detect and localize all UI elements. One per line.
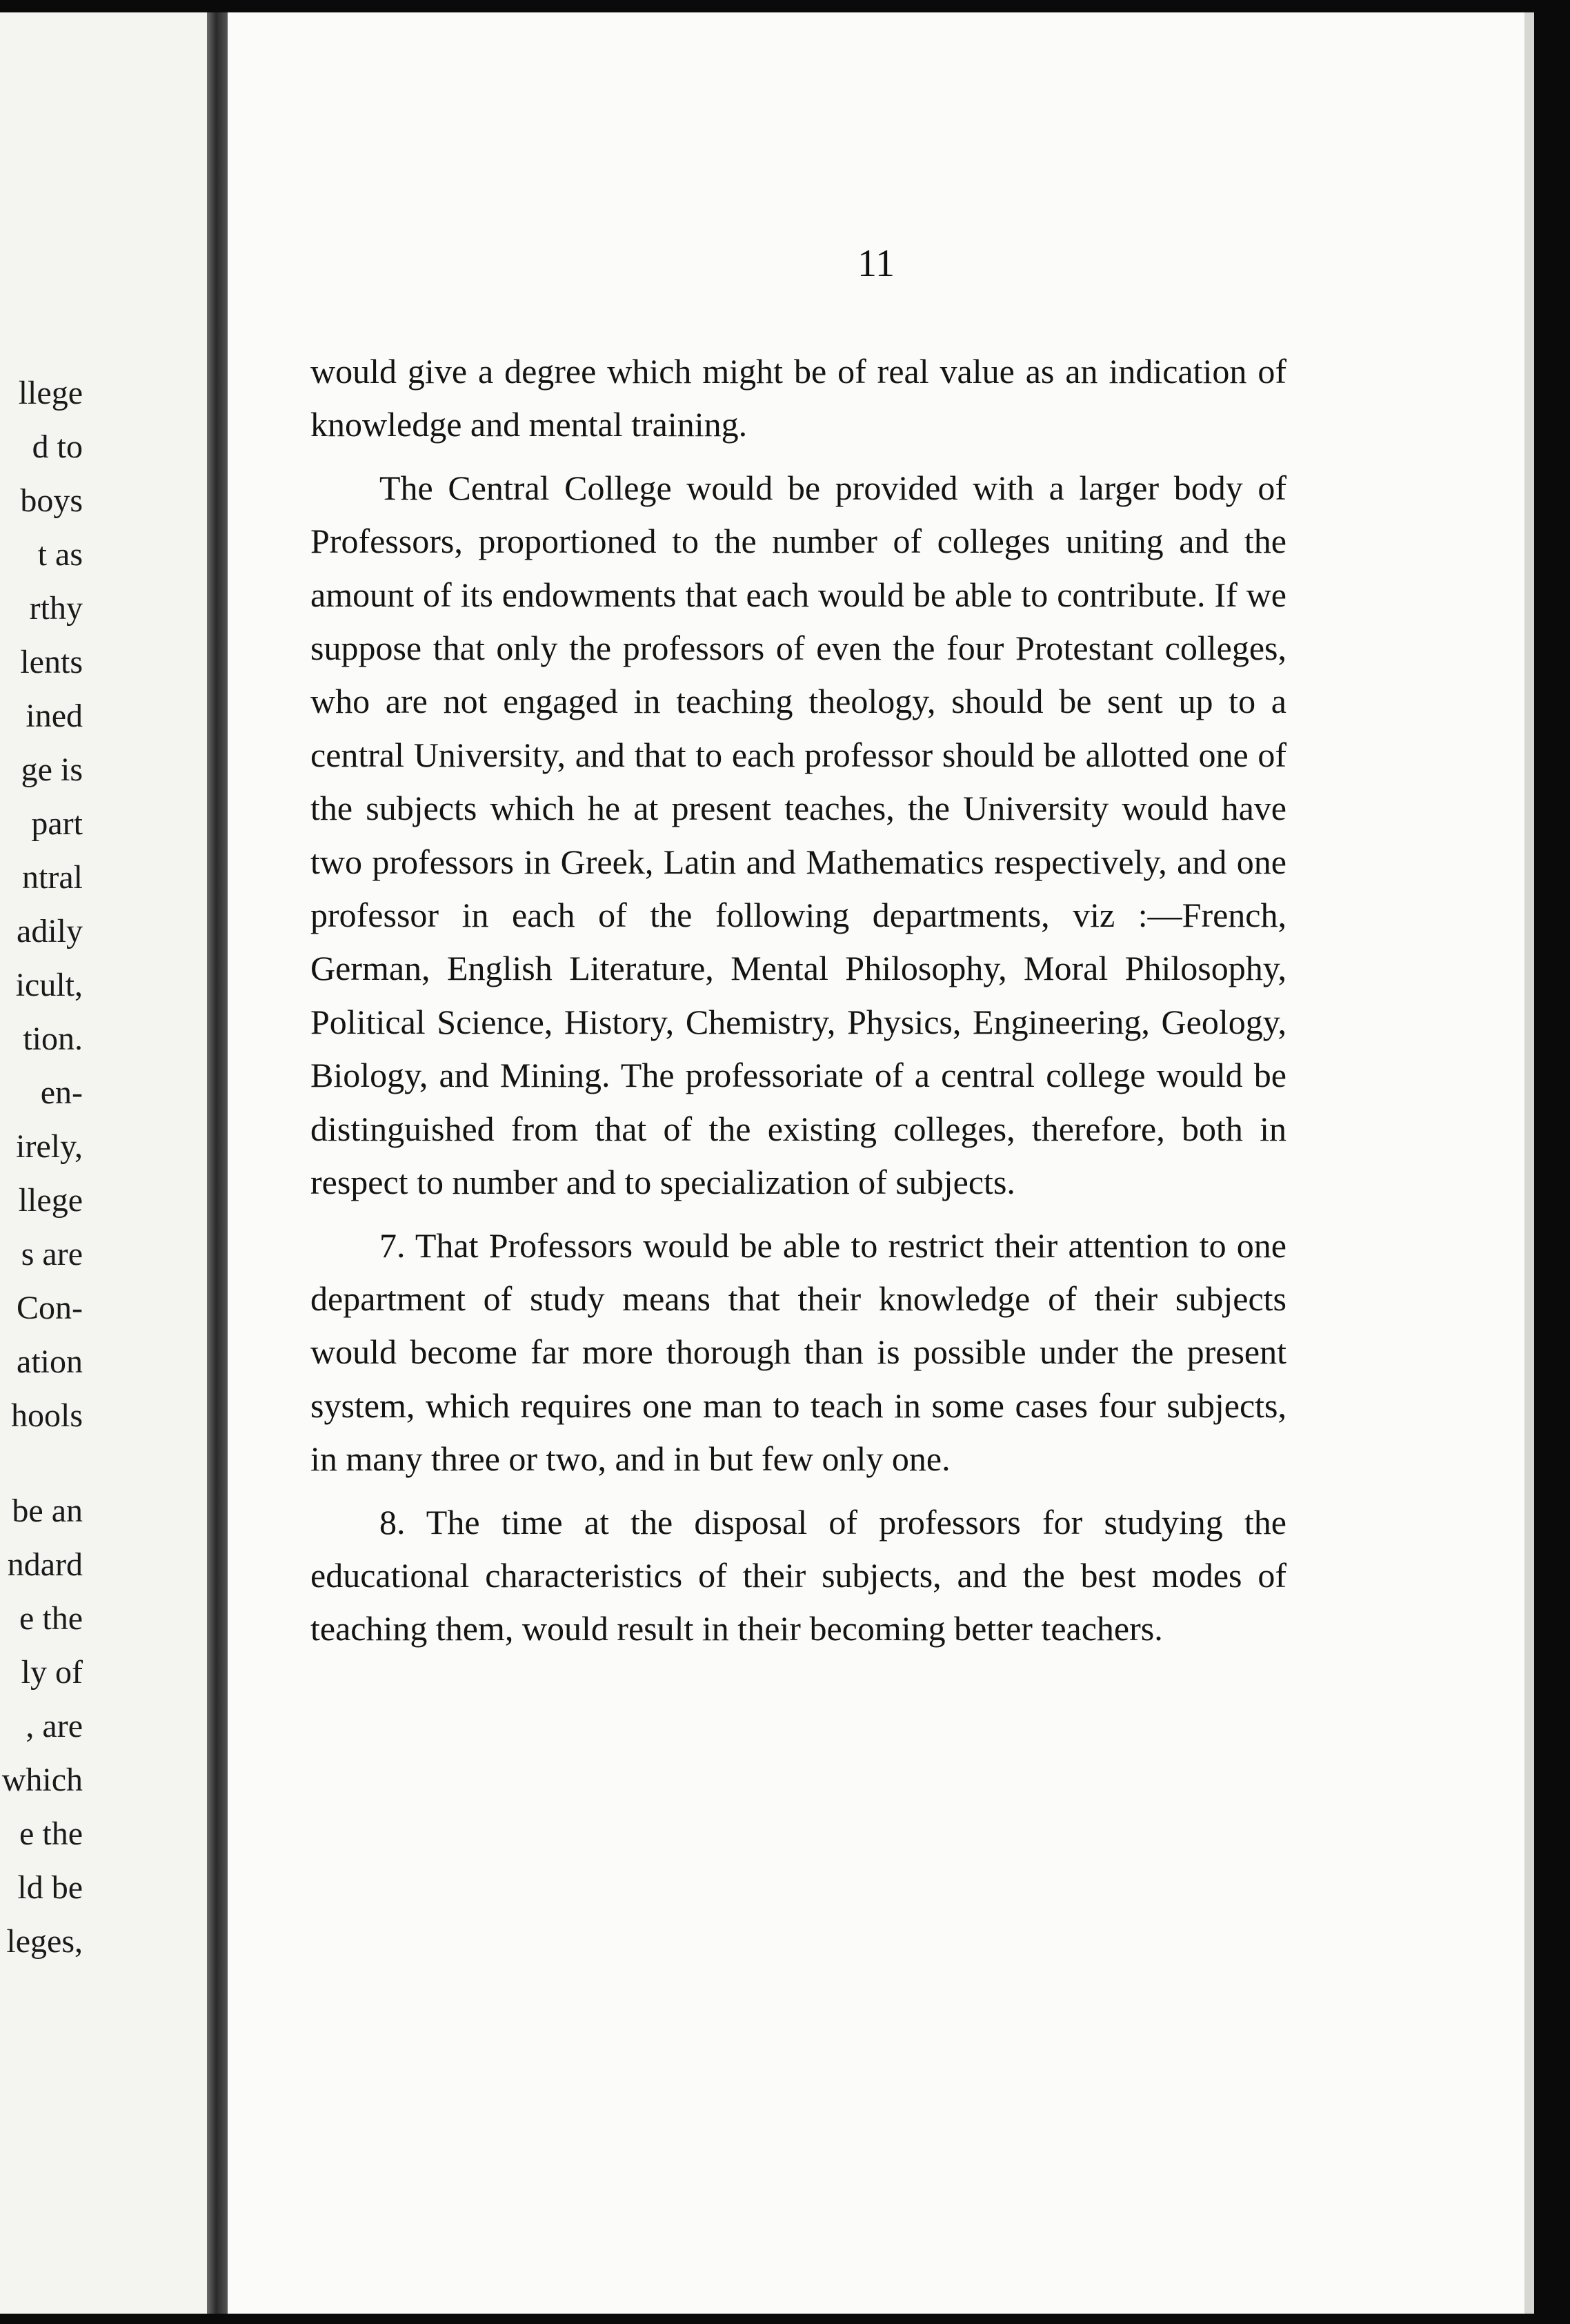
left-line: ined [26, 698, 83, 734]
left-line: rthy [29, 590, 83, 627]
left-page-text-fragment [0, 366, 83, 1969]
left-line: lents [20, 644, 83, 680]
left-line: tion. [23, 1021, 83, 1057]
page-body [310, 345, 1286, 1656]
left-line: t as [37, 536, 83, 573]
left-facing-page [0, 12, 207, 2314]
left-line: be an [12, 1493, 83, 1529]
left-line: ntral [22, 859, 83, 896]
left-line: which [1, 1762, 83, 1798]
left-line: s are [21, 1236, 83, 1272]
left-line: , are [26, 1708, 83, 1744]
left-line: ld be [17, 1869, 83, 1906]
left-line: llege [18, 1182, 83, 1219]
left-line: en- [40, 1074, 83, 1111]
paragraph-item-7: 7. That Professors would be able to restrict their attention to one department of study means that their knowledge of their subjects would become far more thorough than is possible under the present system, which requires one man to teach in some cases four subjects, in many three or two, and in but few only one. [310, 1225, 1286, 1479]
left-line: e the [19, 1815, 83, 1852]
left-line: ation [17, 1343, 83, 1380]
left-line: icult, [15, 967, 83, 1003]
right-page [228, 12, 1524, 2314]
left-line: Con- [17, 1290, 83, 1326]
left-line: boys [20, 482, 83, 519]
left-line: leges, [6, 1923, 83, 1960]
left-line: e the [19, 1600, 83, 1637]
page-number: 11 [857, 242, 895, 285]
paragraph-item-8: 8. The time at the disposal of professors for studying the educational characteristics of their subjects, and the best modes of teaching them, would result in their becoming better teachers. [310, 1502, 1286, 1648]
page-edge [1524, 12, 1534, 2314]
left-line: part [31, 805, 83, 842]
paragraph: would give a degree which might be of real value as an indication of knowledge and mental training. [310, 352, 1286, 444]
paragraph: The Central College would be provided with a larger body of Professors, proportioned to the number of colleges uniting and the amount of its endowments that each would be able to contribute. If we suppose that only the professors of even the four Protestant colleges, who are not engaged in teaching theology, should be sent up to a central University, and that to each professor should be allotted one of the subjects which he at present teaches, the University would have two professors in Greek, Latin and Mathematics respectively, and one professor in each of the following departments, viz :—French, German, English Literature, Mental Philosophy, Moral Philosophy, Political Science, History, Chemistry, Physics, Engineering, Geology, Biology, and Mining. The professoriate of a central college would be distinguished from that of the existing colleges, therefore, both in respect to number and to specialization of subjects. [310, 468, 1286, 1202]
left-line: d to [32, 429, 83, 465]
left-line: ly of [21, 1654, 83, 1691]
left-line: ge is [21, 751, 83, 788]
left-line: ndard [7, 1546, 83, 1583]
book-gutter [207, 12, 228, 2314]
left-line: adily [17, 913, 83, 949]
left-line: llege [18, 375, 83, 411]
left-line: irely, [16, 1128, 83, 1165]
left-line: hools [10, 1397, 83, 1434]
